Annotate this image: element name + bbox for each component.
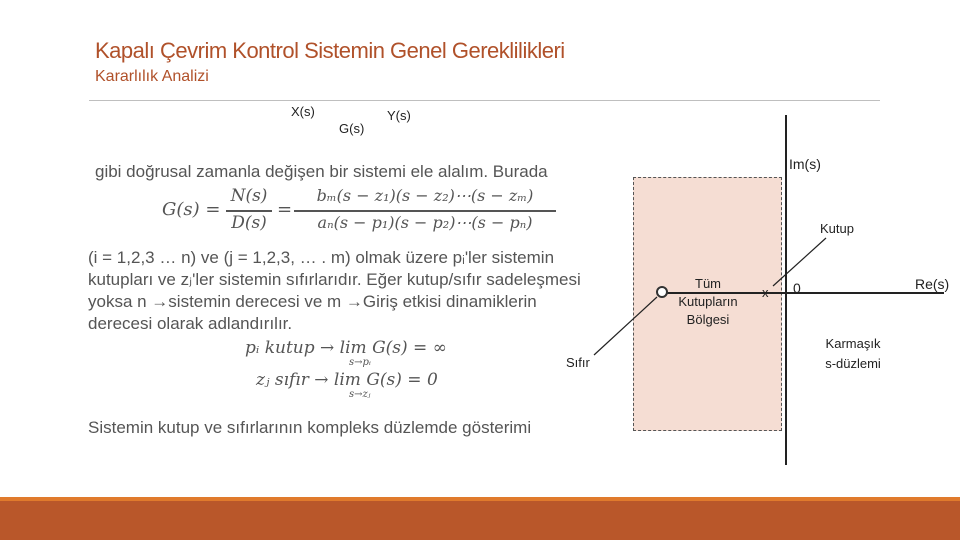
block-input-label: X(s) (291, 104, 315, 119)
text-line-2: (i = 1,2,3 … n) ve (j = 1,2,3, … . m) olmak üzere pᵢ'ler sistemin (88, 248, 555, 267)
block-output-label: Y(s) (387, 108, 411, 123)
pole-marker-x: x (762, 285, 769, 300)
region-label-line-1: Tüm (695, 276, 721, 291)
text-line-5: derecesi olarak adlandırılır. (88, 314, 293, 333)
region-label-line-3: Bölgesi (686, 312, 730, 327)
page-subtitle: Kararlılık Analizi (95, 68, 209, 85)
zero-label: Sıfır (566, 355, 590, 370)
page-title: Kapalı Çevrim Kontrol Sistemin Genel Gereklilikleri (95, 38, 565, 63)
tf-equals: = (277, 199, 293, 220)
zero-limit-subscript: s→zⱼ (349, 389, 371, 400)
text-line-4: yoksa n →sistemin derecesi ve m →Giriş etkisi dinamiklerin (88, 292, 537, 311)
tf-frac1-numerator: N(s) (230, 186, 268, 206)
origin-label: 0 (793, 280, 801, 296)
tf-frac1-denominator: D(s) (231, 213, 267, 233)
text-line-3: kutupları ve zⱼ'ler sistemin sıfırlarıdır. Eğer kutup/sıfır sadeleşmesi (88, 270, 581, 289)
pole-label: Kutup (820, 221, 854, 236)
figure-caption: Sistemin kutup ve sıfırlarının kompleks düzlemde gösterimi (88, 418, 532, 437)
text-line-1: gibi doğrusal zamanla değişen bir sistemi ele alalım. Burada (95, 162, 548, 181)
pole-limit-subscript: s→pᵢ (349, 357, 371, 368)
tf-lhs: G(s) = (162, 199, 221, 220)
tf-frac2-numerator: bₘ(s − z₁)(s − z₂)⋯(s − zₘ) (316, 186, 534, 205)
s-plane-label-line-1: Karmaşık (825, 336, 881, 351)
region-label-line-2: Kutupların (678, 294, 738, 309)
zero-leader-line (594, 297, 657, 355)
real-axis-label: Re(s) (915, 276, 950, 292)
tf-frac2-denominator: aₙ(s − p₁)(s − p₂)⋯(s − pₙ) (317, 213, 533, 232)
block-transfer-label: G(s) (339, 121, 365, 136)
footer-bar (0, 501, 960, 540)
pole-leader-line (773, 238, 826, 286)
s-plane-label-line-2: s-düzlemi (825, 356, 881, 371)
imaginary-axis-label: Im(s) (789, 156, 821, 172)
zero-limit-equation: zⱼ sıfır → lim G(s) = 0 (256, 370, 438, 390)
pole-limit-equation: pᵢ kutup → lim G(s) = ∞ (245, 338, 447, 358)
